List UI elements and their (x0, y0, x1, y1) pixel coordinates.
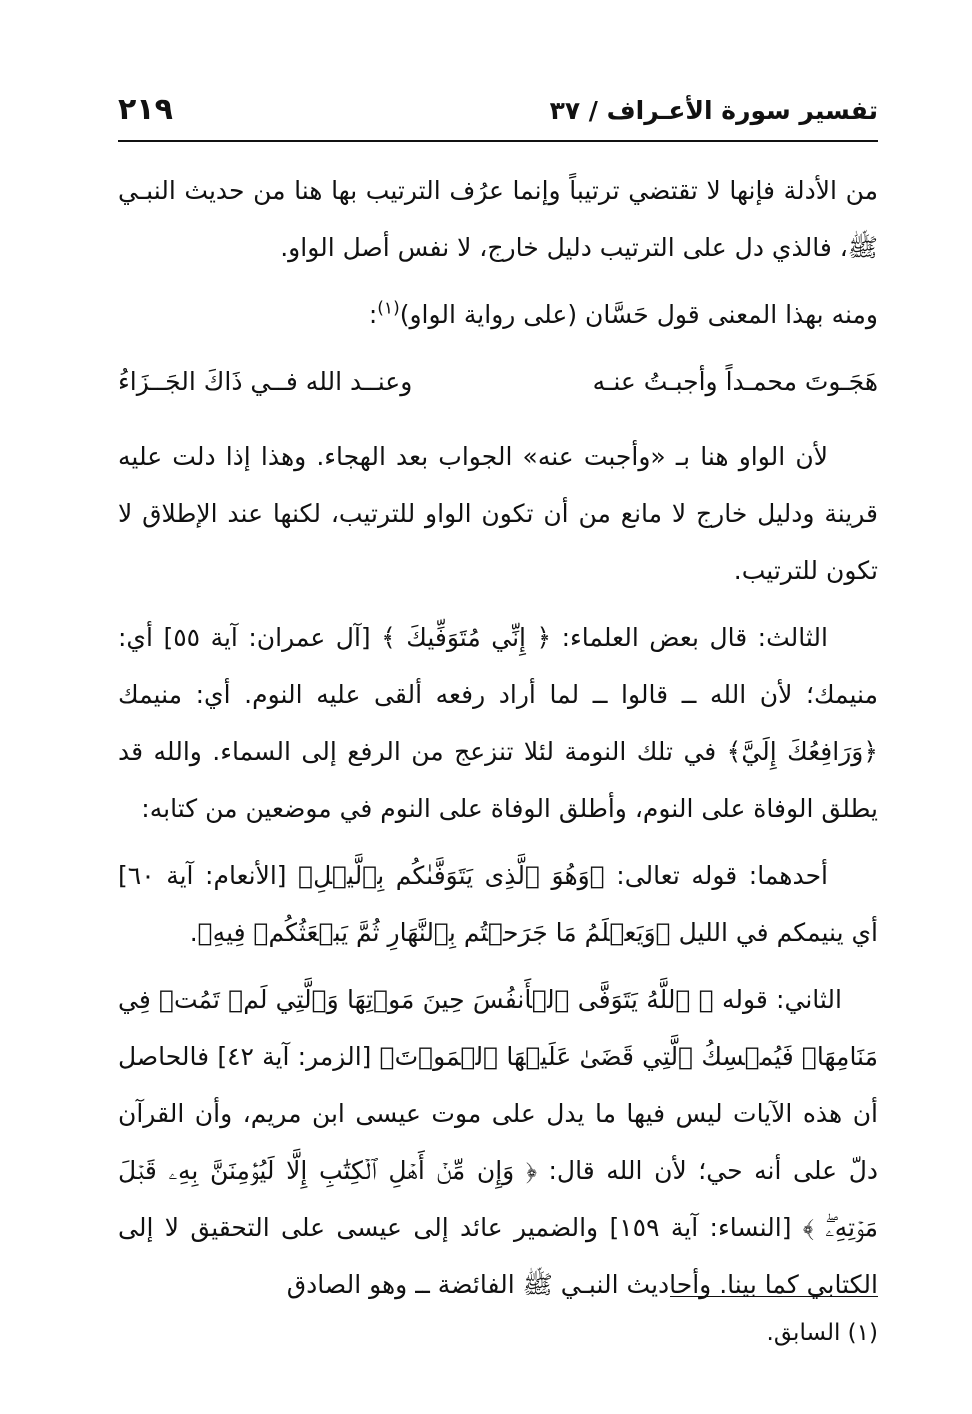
page-header (118, 92, 878, 132)
footnote: (١) السابق. (766, 1320, 878, 1346)
running-title: تفسير سورة الأعـراف / ٣٧ (549, 96, 878, 125)
page-number: ٢١٩ (118, 92, 173, 127)
poem-intro-text: ومنه بهذا المعنى قول حَسَّان (على رواية الواو) (399, 300, 878, 329)
verse-first-hemistich: هَجَـوتَ محمـداً وأجبـتُ عنـه (592, 367, 878, 396)
paragraph-poem-intro (118, 286, 878, 343)
paragraph-first-place: أحدهما: قوله تعالى: ﴿وَهُوَ ٱلَّذِى يَتَوَفَّىٰكُم بِٱلَّيۡلِ﴾ [الأنعام: آية ٦٠] أي ينيمكم في الليل ﴿وَيَعۡلَمُ مَا جَرَحۡتُم بِٱلنَّهَارِ ثُمَّ يَبۡعَثُكُمۡ فِيهِ﴾. (118, 861, 878, 947)
paragraph-second-place: الثاني: قوله ﴿ ٱللَّهُ يَتَوَفَّى ٱلۡأَنفُسَ حِينَ مَوۡتِهَا وَٱلَّتِي لَمۡ تَمُتۡ فِي مَنَامِهَاۖ فَيُمۡسِكُ ٱلَّتِي قَضَىٰ عَلَيۡهَا ٱلۡمَوۡتَ﴾ [الزمر: آية ٤٢] فالحاصل أن هذه الآيات ليس فيها ما يدل على موت عيسى ابن مريم، وأن القرآن دلّ على أنه حي؛ لأن الله قال: ﴿ وَإِن مِّنۡ أَهۡلِ ٱلۡكِتَٰبِ إِلَّا لَيُؤۡمِنَنَّ بِهِۦ قَبۡلَ مَوۡتِهِۦۖ ﴾ [النساء: آية ١٥٩] والضمير عائد إلى عيسى على التحقيق لا إلى الكتابي كما بينا. وأحاديث النبـي ﷺ الفائضة ــ وهو الصادق (118, 985, 878, 1299)
paragraph-waw-explanation: لأن الواو هنا بـ «وأجبت عنه» الجواب بعد الهجاء. وهذا إذا دلت عليه قرينة ودليل خارج لا مانع من أن تكون الواو للترتيب، لكنها عند الإطلاق لا تكون للترتيب. (118, 442, 878, 585)
paragraph-continuation: من الأدلة فإنها لا تقتضي ترتيباً وإنما عرُف الترتيب بها هنا من حديث النبـي ﷺ، فالذي دل على الترتيب دليل خارج، لا نفس أصل الواو. (118, 176, 878, 262)
poem-verse (118, 353, 878, 410)
poem-intro-colon: : (368, 300, 378, 329)
footnote-marker: (١) (377, 298, 400, 319)
page-body (118, 162, 878, 1323)
verse-second-hemistich: وعنــد الله فــي ذَاكَ الجَــزَاءُ (118, 367, 413, 396)
header-divider (118, 140, 878, 142)
paragraph-third-view: الثالث: قال بعض العلماء: ﴿ إِنِّي مُتَوَفِّيكَ ﴾ [آل عمران: آية ٥٥] أي: منيمك؛ لأن الله ــ قالوا ــ لما أراد رفعه ألقى عليه النوم. أي: منيمك ﴿وَرَافِعُكَ إِلَيَّ﴾ في تلك النومة لئلا تنزعج من الرفع إلى السماء. والله قد يطلق الوفاة على النوم، وأطلق الوفاة على النوم في موضعين من كتابه: (118, 623, 878, 823)
footnote-divider (670, 1296, 878, 1297)
